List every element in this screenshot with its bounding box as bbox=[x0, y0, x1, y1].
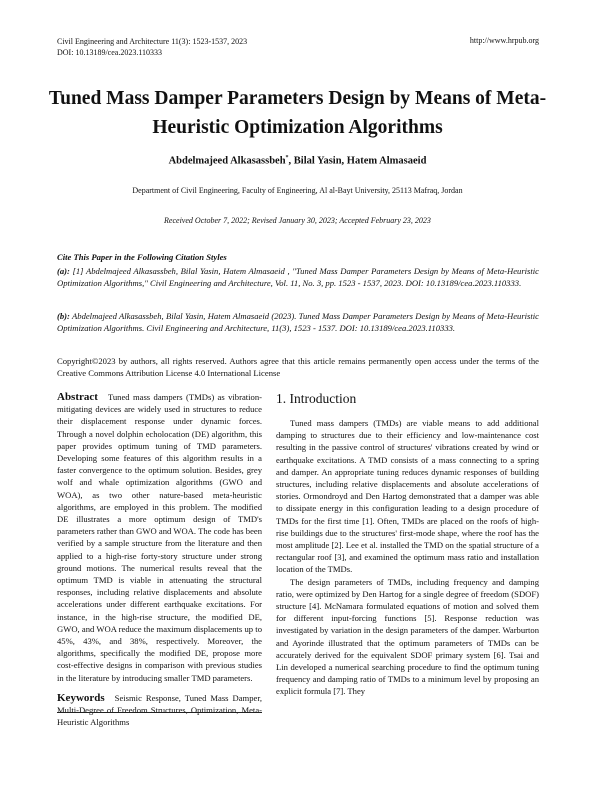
intro-paragraph-1: Tuned mass dampers (TMDs) are viable means to add additional damping to structures due to their efficiency and low-maintenance cost resulting in the passive control of structures' vibrations created by wind or earthquake excitations. A TMD consists of a mass connecting to a spring and damper. An appropriate tuning reduces dynamic responses of building structures, including relative displacements and absolute accelerations of stories. Ormondroyd and Den Hartog demonstrated that a damper was able to dissipate energy in this configuration leading to a design procedure of TMDs for the first time [1]. Often, TMDs are placed on the roofs of high-rise buildings due to the structures' first-mode shape, where the roof has the most amplitude [2]. Lee et al. installed the TMD on the spatial structure of a rectangular roof [3], and examined the optimum mass ratio and installation location of the TMDs. bbox=[276, 418, 539, 575]
abstract bbox=[57, 391, 262, 684]
keywords-heading: Keywords bbox=[57, 691, 105, 704]
journal-citation: Civil Engineering and Architecture 11(3): 1523-1537, 2023 bbox=[57, 37, 248, 46]
received-dates: Received October 7, 2022; Revised January 30, 2023; Accepted February 23, 2023 bbox=[164, 216, 431, 225]
left-column bbox=[57, 391, 262, 728]
keywords-text: Seismic Response, Tuned Mass Damper, Multi-Degree of Freedom Structures, Optimization, Meta-Heuristic Algorithms bbox=[57, 692, 262, 728]
keywords bbox=[57, 692, 262, 729]
citation-style-b bbox=[57, 310, 539, 334]
co-authors: , Bilal Yasin, Hatem Almasaeid bbox=[288, 155, 427, 167]
citation-heading: Cite This Paper in the Following Citation Styles bbox=[57, 252, 227, 262]
abstract-heading: Abstract bbox=[57, 391, 98, 403]
paper-title: Tuned Mass Damper Parameters Design by Means of Meta-Heuristic Optimization Algorithms bbox=[48, 88, 547, 138]
citation-style-a bbox=[57, 265, 539, 289]
author-list bbox=[40, 155, 555, 167]
section-heading: 1. Introduction bbox=[276, 391, 357, 406]
corresponding-mark: * bbox=[285, 155, 289, 161]
citation-a-text: [1] Abdelmajeed Alkasassbeh, Bilal Yasin, Hatem Almasaeid , "Tuned Mass Damper Parameters Design by Means of Meta-Heuristic Optimization Algorithms," Civil Engineering and Architecture, Vol. 11, No. 3, pp. 1523 - 1537, 2023. DOI: 10.13189/cea.2023.110333. bbox=[57, 266, 539, 288]
copyright-notice: Copyright©2023 by authors, all rights reserved. Authors agree that this article remains permanently open access under the terms of the Creative Commons Attribution License 4.0 International License bbox=[57, 356, 539, 378]
journal-url[interactable]: http://www.hrpub.org bbox=[469, 36, 539, 45]
citation-b-label: (b): bbox=[57, 311, 70, 321]
affiliation: Department of Civil Engineering, Faculty of Engineering, Al al-Bayt University, 25113 Mafraq, Jordan bbox=[132, 186, 463, 195]
doi: DOI: 10.13189/cea.2023.110333 bbox=[57, 48, 163, 57]
right-column bbox=[276, 391, 539, 698]
corresponding-author: Abdelmajeed Alkasassbeh bbox=[168, 155, 286, 167]
footnote-divider bbox=[57, 712, 262, 713]
citation-b-text: Abdelmajeed Alkasassbeh, Bilal Yasin, Hatem Almasaeid (2023). Tuned Mass Damper Parameters Design by Means of Meta-Heuristic Optimization Algorithms. Civil Engineering and Architecture, 11(3), 1523 - 1537. DOI: 10.13189/cea.2023.110333. bbox=[57, 311, 539, 333]
intro-paragraph-2: The design parameters of TMDs, including frequency and damping ratio, were optimized by Den Hartog for a single degree of freedom (SDOF) structure [4]. McNamara formulated equations of motion and solved them for different input-forcing functions [5]. Response reduction was investigated by variation in the design parameters of the damper. Warburton and Ayorinde illustrated that the optimum parameters of TMDs can be accurately derived for the equivalent SDOF primary system [6]. Tsai and Lin developed a numerical searching procedure to find the optimum tuning frequency and damping ratio of TMDs to a minimum level by proposing an explicit formula [7]. They bbox=[276, 576, 539, 697]
abstract-text: Tuned mass dampers (TMDs) as vibration-mitigating devices are widely used in structures to reduce their displacement response under dynamic forces. Through a novel dolphin echolocation (DE) algorithm, this paper provides optimum tuning of TMD parameters. Developing some features of this algorithm results in a faster convergence to the optimum solution. Besides, grey wolf and whale optimization algorithms (GWO and WOA), as two other nature-based meta-heuristic algorithms, are employed in this problem. The modified DE illustrates a more optimum design of TMD's parameters rather than GWO and WOA. The code has been verified by a sample structure from the literature and then applied to a high-rise forty-story structure under strong ground motions. The numerical results reveal that the optimum TMD is viable in attenuating the structural responses, including relative displacements and absolute accelerations under different earthquake excitations. For instance, in the high-rise structure, the modified DE, GWO, and WOA reduce the maximum displacements up to 45%, 43%, and 38%, respectively. Moreover, the algorithms, specifically the modified DE, propose more cost-effective designs in comparison with previous studies in the literature by introducing smaller TMD parameters. bbox=[57, 392, 262, 683]
citation-a-label: (a): bbox=[57, 266, 70, 276]
running-header bbox=[57, 36, 247, 58]
